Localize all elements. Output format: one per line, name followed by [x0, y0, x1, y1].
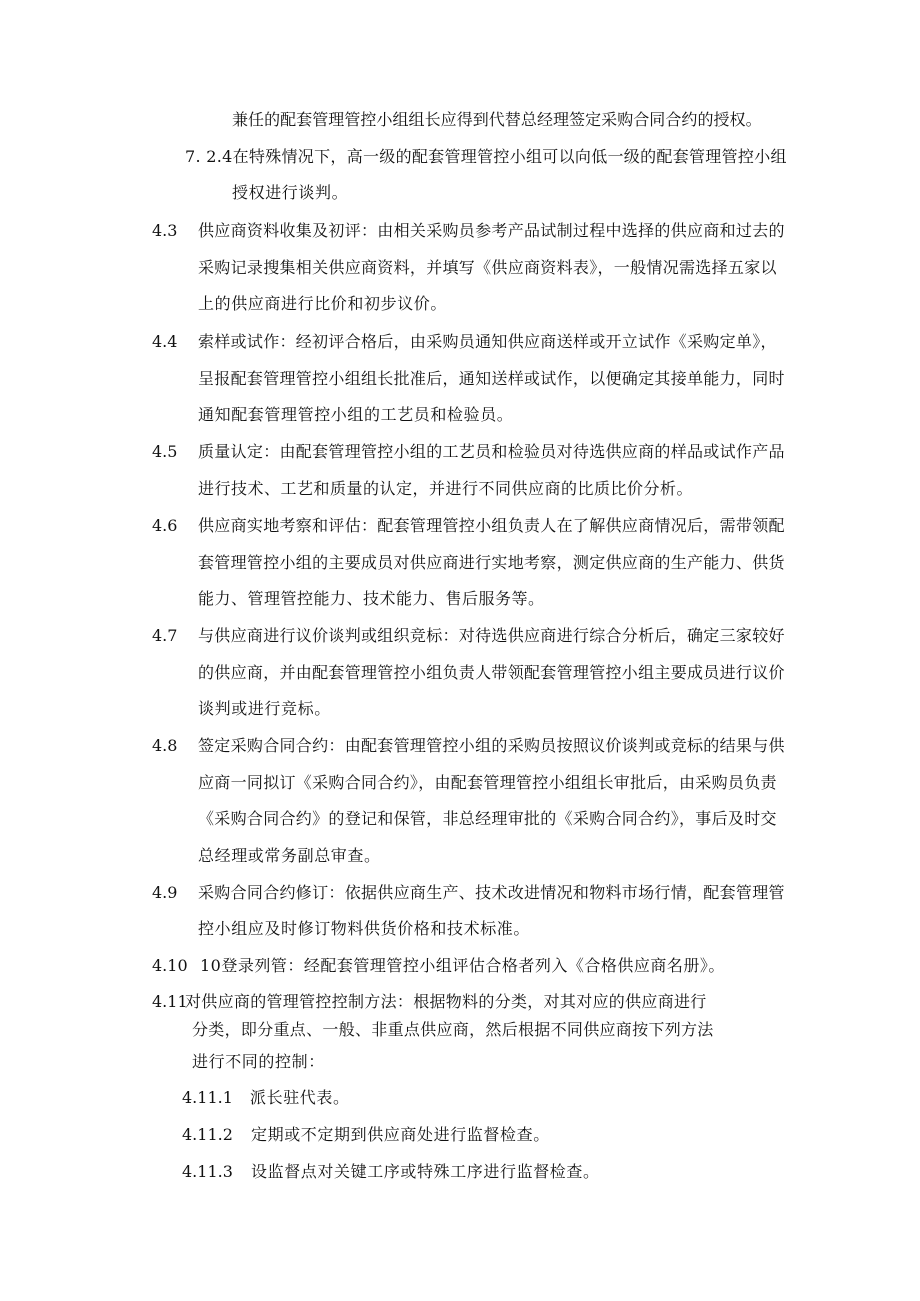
text-line: 授权进行谈判。 [232, 183, 349, 202]
text-line: 能力、管理管控能力、技术能力、售后服务等。 [198, 589, 545, 608]
text-line: 谈判或进行竞标。 [198, 699, 331, 718]
section-number: 4.7 [152, 626, 178, 645]
text-line: 兼任的配套管理管控小组组长应得到代替总经理签定采购合同合约的授权。 [232, 110, 762, 129]
text-line: 《采购合同合约》的登记和保管，非总经理审批的《采购合同合约》，事后及时交 [198, 809, 777, 828]
text-line: 供应商实地考察和评估：配套管理管控小组负责人在了解供应商情况后，需带领配 [198, 516, 785, 535]
text-line: 控小组应及时修订物料供货价格和技术标准。 [198, 919, 531, 938]
subitem-text: 定期或不定期到供应商处进行监督检查。 [251, 1125, 550, 1144]
subitem-number: 4.11.2 [182, 1125, 233, 1144]
text-line: 质量认定：由配套管理管控小组的工艺员和检验员对待选供应商的样品或试作产品 [198, 442, 785, 461]
text-line: 的供应商，并由配套管理管控小组负责人带领配套管理管控小组主要成员进行议价 [198, 663, 785, 682]
section-number: 4.3 [152, 221, 178, 240]
subitem-number: 4.11.1 [182, 1088, 233, 1107]
text-line: 总经理或常务副总审查。 [198, 846, 381, 865]
text-line: 与供应商进行议价谈判或组织竞标：对待选供应商进行综合分析后，确定三家较好 [198, 626, 785, 645]
text-line: 索样或试作：经初评合格后，由采购员通知供应商送样或开立试作《采购定单》， [198, 332, 777, 351]
section-number: 4.9 [152, 883, 178, 902]
text-line: 签定采购合同合约：由配套管理管控小组的采购员按照议价谈判或竞标的结果与供 [198, 736, 785, 755]
subitem-text: 设监督点对关键工序或特殊工序进行监督检查。 [251, 1162, 600, 1181]
text-line: 应商一同拟订《采购合同合约》，由配套管理管控小组组长审批后，由采购员负责 [198, 773, 777, 792]
section-number: 4.5 [152, 442, 178, 461]
subitem-text: 派长驻代表。 [250, 1088, 350, 1107]
text-line: 供应商资料收集及初评：由相关采购员参考产品试制过程中选择的供应商和过去的 [198, 221, 785, 240]
text-line: 套管理管控小组的主要成员对供应商进行实地考察，测定供应商的生产能力、供货 [198, 553, 785, 572]
section-number: 4.11 [152, 992, 188, 1011]
text-line: 进行不同的控制： [192, 1052, 325, 1071]
text-line: 上的供应商进行比价和初步议价。 [198, 294, 448, 313]
text-line: 采购合同合约修订：依据供应商生产、技术改进情况和物料市场行情，配套管理管 [198, 883, 785, 902]
text-line: 采购记录搜集相关供应商资料，并填写《供应商资料表》，一般情况需选择五家以 [198, 258, 777, 277]
section-number: 4.4 [152, 332, 178, 351]
text-line: 呈报配套管理管控小组组长批准后，通知送样或试作，以便确定其接单能力，同时 [198, 369, 785, 388]
text-line: 对供应商的管理管控控制方法：根据物料的分类，对其对应的供应商进行 [185, 992, 707, 1011]
section-number: 4.8 [152, 736, 178, 755]
text-line: 通知配套管理管控小组的工艺员和检验员。 [198, 405, 514, 424]
section-number: 4.6 [152, 516, 178, 535]
subitem-number: 4.11.3 [182, 1162, 233, 1181]
section-number: 4.10 [152, 956, 188, 975]
text-line: 10登录列管：经配套管理管控小组评估合格者列入《合格供应商名册》。 [200, 956, 725, 975]
text-line: 7. 2.4在特殊情况下，高一级的配套管理管控小组可以向低一级的配套管理管控小组 [185, 147, 787, 166]
text-line: 进行技术、工艺和质量的认定，并进行不同供应商的比质比价分析。 [198, 479, 694, 498]
text-line: 分类，即分重点、一般、非重点供应商，然后根据不同供应商按下列方法 [192, 1020, 714, 1039]
